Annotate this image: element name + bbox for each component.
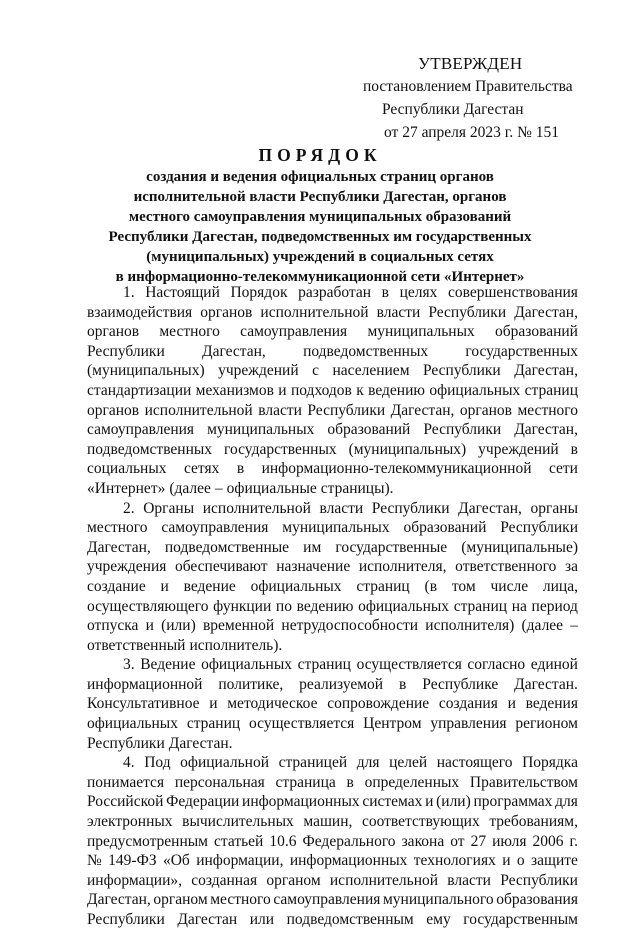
word: исполнительной [202, 499, 311, 517]
word: ведение [183, 577, 236, 595]
body-line [87, 890, 578, 910]
word: исполнителя) [425, 617, 515, 635]
word: учреждений [218, 362, 299, 380]
word: (далее [521, 617, 564, 635]
word: «Об [162, 852, 190, 870]
word: с [312, 362, 320, 380]
word: информации», [87, 871, 182, 889]
word: населением [332, 362, 410, 380]
body-line [87, 361, 578, 381]
word: персональная [174, 773, 265, 791]
word: к [356, 381, 364, 399]
body-line [87, 283, 578, 303]
word: создание [87, 577, 146, 595]
word: нетрудоспособности [281, 617, 419, 635]
word: Дагестан, [87, 891, 151, 909]
word: Республики [428, 303, 507, 321]
word: самоуправления [161, 519, 269, 537]
word: о [516, 852, 525, 870]
body-line [87, 616, 578, 636]
word: Под [144, 754, 171, 772]
word: функции [213, 597, 272, 615]
word: страница [275, 773, 336, 791]
body-line [87, 694, 578, 714]
word: государственных [224, 440, 337, 458]
word: требованиям, [489, 813, 578, 831]
title-subtitle: создания и ведения официальных страниц органов исполнительной власти Республики Дагестан, органов местного самоуправления муниципальных образований Республики Дагестан, подведомственных им государственных (муниципальных) учреждений в социальных сетях в информационно-телекоммуникационной сети «Интернет» [108, 169, 532, 285]
word: органом [153, 891, 208, 909]
body-line [87, 440, 578, 460]
word: власти [447, 871, 491, 889]
word: органов [459, 401, 512, 419]
word: (или) [436, 793, 471, 811]
word: Дагестан, [458, 499, 522, 517]
word: созданная [191, 871, 258, 889]
word: образований [327, 421, 411, 439]
word: информационных [242, 793, 360, 811]
word: ведения [525, 695, 578, 713]
word: реализуемой [299, 675, 384, 693]
word: подведомственным [286, 911, 414, 928]
approval-block [363, 52, 610, 144]
word: системах [362, 793, 423, 811]
word: в [399, 675, 407, 693]
word: механизмов [195, 381, 274, 399]
word: числе [490, 577, 529, 595]
word: власти [319, 499, 364, 517]
word: (муниципальных) [348, 440, 467, 458]
word: официальных [250, 577, 342, 595]
word: государственные [335, 538, 448, 556]
body-line [87, 832, 578, 852]
word: органов [200, 303, 253, 321]
word: исполнительной [144, 401, 253, 419]
word: 1. [123, 284, 135, 301]
word: для [555, 793, 578, 811]
word: учреждения [87, 558, 167, 576]
word: информационных [289, 852, 408, 870]
word: Дагестан [177, 911, 238, 928]
word: Федерации [166, 793, 240, 811]
word: Дагестан. [514, 675, 578, 693]
word: Республики [423, 421, 502, 439]
word: социальных [87, 460, 167, 478]
word: 3. [123, 656, 135, 674]
word: – [214, 479, 223, 497]
word: образований [495, 323, 578, 341]
word: 27 [470, 832, 487, 850]
word: Республики [371, 499, 450, 517]
word: закона [401, 832, 445, 850]
body-line [87, 322, 578, 342]
word: в [570, 440, 578, 458]
word: информации, [196, 852, 284, 870]
word: и [502, 852, 511, 870]
word: технологиях [413, 852, 496, 870]
word: лица, [542, 577, 578, 595]
word: страниц [356, 577, 410, 595]
word: предусмотренным [87, 832, 208, 850]
word: (в [424, 577, 438, 595]
word: образования [496, 891, 578, 909]
word: машин, [303, 813, 353, 831]
body-line [87, 734, 578, 754]
word: исполнительной [329, 871, 439, 889]
word: по [275, 597, 292, 615]
word: сетях [183, 460, 220, 478]
body-line [87, 479, 578, 499]
body-line [87, 655, 578, 675]
word: электронных [87, 813, 173, 831]
word: власти [258, 401, 302, 419]
word: местного [210, 891, 271, 909]
word: страниц [297, 656, 351, 674]
word: местного [87, 519, 148, 537]
word: и [209, 695, 218, 713]
word: в [236, 460, 245, 478]
approval-line-resolution: постановлением Правительства [363, 78, 573, 95]
word: ответственный [87, 636, 186, 654]
word: ведению [296, 597, 354, 615]
word: информационно-телекоммуникационной [261, 460, 532, 478]
word: самоуправления [273, 891, 381, 909]
word: период [531, 597, 578, 615]
word: «Интернет» [87, 479, 166, 497]
word: им [303, 538, 322, 556]
body-line [87, 871, 578, 891]
word: взаимодействия [87, 303, 193, 321]
word: сети [548, 460, 578, 478]
approval-line-date: от 27 апреля 2023 г. № 151 [384, 124, 560, 141]
word: осуществляющего [87, 597, 209, 615]
word: защите [531, 852, 578, 870]
word: официальных [201, 656, 293, 674]
word: и [425, 793, 434, 811]
body-line [87, 812, 578, 832]
word: Порядка [522, 754, 578, 772]
body-line [87, 342, 578, 362]
word: местного [159, 323, 220, 341]
body-line [87, 518, 578, 538]
approval-line-republic: Республики Дагестан [382, 101, 524, 118]
word: настоящего [436, 754, 513, 772]
word: Центром [363, 715, 422, 733]
word: политике, [218, 675, 284, 693]
word: муниципальных [282, 519, 390, 537]
word: страниц [453, 597, 508, 615]
word: понимается [87, 773, 165, 791]
word: и [145, 617, 154, 635]
word: Дагестан, [202, 342, 266, 360]
word: Дагестан, [514, 303, 578, 321]
word: ведению [368, 381, 425, 399]
word: для [356, 754, 380, 772]
word: (муниципальных) [87, 362, 205, 380]
word: Дагестан, [390, 401, 455, 419]
word: № [87, 852, 102, 870]
word: подходов [290, 381, 352, 399]
word: самоуправления [240, 323, 348, 341]
word: официальных [358, 597, 450, 615]
body-line [87, 401, 578, 421]
word: страницы). [320, 479, 394, 497]
body-line [87, 753, 578, 773]
word: органов [87, 323, 140, 341]
word: Республики [87, 734, 165, 752]
word: разработан [298, 284, 372, 301]
document-title [70, 143, 570, 287]
word: органов [87, 401, 140, 419]
word: от [450, 832, 465, 850]
word: ему [426, 911, 451, 928]
approval-heading: УТВЕРЖДЕН [418, 54, 523, 73]
word: и [507, 695, 516, 713]
word: власти [376, 303, 421, 321]
word: осуществляется [249, 715, 355, 733]
word: Правительством [469, 773, 578, 791]
word: страниц [186, 715, 241, 733]
word: вычислительных [182, 813, 294, 831]
body-line [87, 910, 578, 930]
word: подведомственных [303, 342, 429, 360]
word: Российской [87, 793, 164, 811]
word: сопровождение [327, 695, 430, 713]
word: органом [266, 871, 321, 889]
word: (или) [161, 617, 196, 635]
word: Консультативное [87, 695, 200, 713]
body-line [87, 636, 578, 656]
word: том [451, 577, 476, 595]
word: исполнителя, [358, 558, 447, 576]
word: Республики [500, 871, 578, 889]
body-line [87, 597, 578, 617]
body-line [87, 851, 578, 871]
word: программах [473, 793, 553, 811]
word: отпуска [87, 617, 139, 635]
word: Дагестан, [514, 421, 578, 439]
word: г. [569, 832, 578, 850]
word: методическое [227, 695, 318, 713]
word: создания [438, 695, 498, 713]
word: (далее [169, 479, 211, 497]
word: и [278, 381, 287, 399]
word: официальных [87, 715, 178, 733]
word: Ведение [140, 656, 196, 674]
word: 2006 [532, 832, 564, 850]
word: Республики [422, 362, 501, 380]
body-line [87, 420, 578, 440]
word: местного [517, 401, 578, 419]
body-line [87, 773, 578, 793]
word: управления [430, 715, 507, 733]
word: страниц [524, 381, 578, 399]
body-line [87, 714, 578, 734]
word: муниципального [382, 891, 494, 909]
word: подведомственных [87, 440, 213, 458]
word: 149-ФЗ [108, 852, 157, 870]
word: стандартизации [87, 381, 192, 399]
word: статьей [214, 832, 264, 850]
word: Дагестан, [514, 362, 578, 380]
word: 2. [123, 499, 135, 517]
word: в [346, 773, 354, 791]
word: официальные [226, 479, 317, 497]
word: временной [202, 617, 275, 635]
body-line [87, 459, 578, 479]
word: целях [399, 284, 438, 301]
word: Порядок [230, 284, 288, 301]
document-body [87, 283, 578, 930]
word: 10.6 [269, 832, 297, 850]
word: единой [530, 656, 578, 674]
word: определенных [364, 773, 460, 791]
word: Органы [143, 499, 195, 517]
word: государственных [465, 342, 578, 360]
word: – [570, 617, 578, 635]
body-line [87, 303, 578, 323]
word: Дагестан. [168, 734, 233, 752]
word: Республики [87, 911, 165, 928]
word: целей [389, 754, 428, 772]
word: Дагестан, [87, 538, 151, 556]
word: исполнитель). [189, 636, 283, 654]
word: согласно [467, 656, 526, 674]
word: муниципальных [367, 323, 475, 341]
word: и [160, 577, 169, 595]
word: за [564, 558, 578, 576]
word: официальных [429, 381, 521, 399]
word: официальной [180, 754, 270, 772]
word: страницей [278, 754, 348, 772]
word: июля [492, 832, 527, 850]
word: в [381, 284, 389, 301]
word: регионом [515, 715, 578, 733]
word: Республики [307, 401, 386, 419]
body-line [87, 381, 578, 401]
word: (муниципальные) [461, 538, 578, 556]
word: Республике [422, 675, 499, 693]
word: государственным [463, 911, 578, 928]
word: подведомственные [164, 538, 290, 556]
word: на [511, 597, 527, 615]
word: 4. [123, 754, 135, 772]
title-word: ПОРЯДОК [258, 145, 382, 165]
word: Федерального [302, 832, 396, 850]
word: информационной [87, 675, 203, 693]
word: или [249, 911, 275, 928]
word: муниципальных [207, 421, 315, 439]
word: органы [530, 499, 578, 517]
word: ответственного [455, 558, 557, 576]
word: самоуправления [87, 421, 195, 439]
body-line [87, 499, 578, 519]
word: образований [403, 519, 487, 537]
body-line [87, 675, 578, 695]
word: совершенствования [448, 284, 578, 301]
word: Республики [500, 519, 578, 537]
word: Настоящий [145, 284, 220, 301]
word: осуществляется [356, 656, 462, 674]
word: исполнительной [260, 303, 369, 321]
word: Республики [87, 342, 165, 360]
body-line [87, 557, 578, 577]
body-line [87, 577, 578, 597]
word: обеспечивают [174, 558, 268, 576]
word: назначение [276, 558, 351, 576]
word: соответствующих [361, 813, 480, 831]
body-line [87, 792, 578, 812]
body-line [87, 538, 578, 558]
word: учреждений [478, 440, 559, 458]
